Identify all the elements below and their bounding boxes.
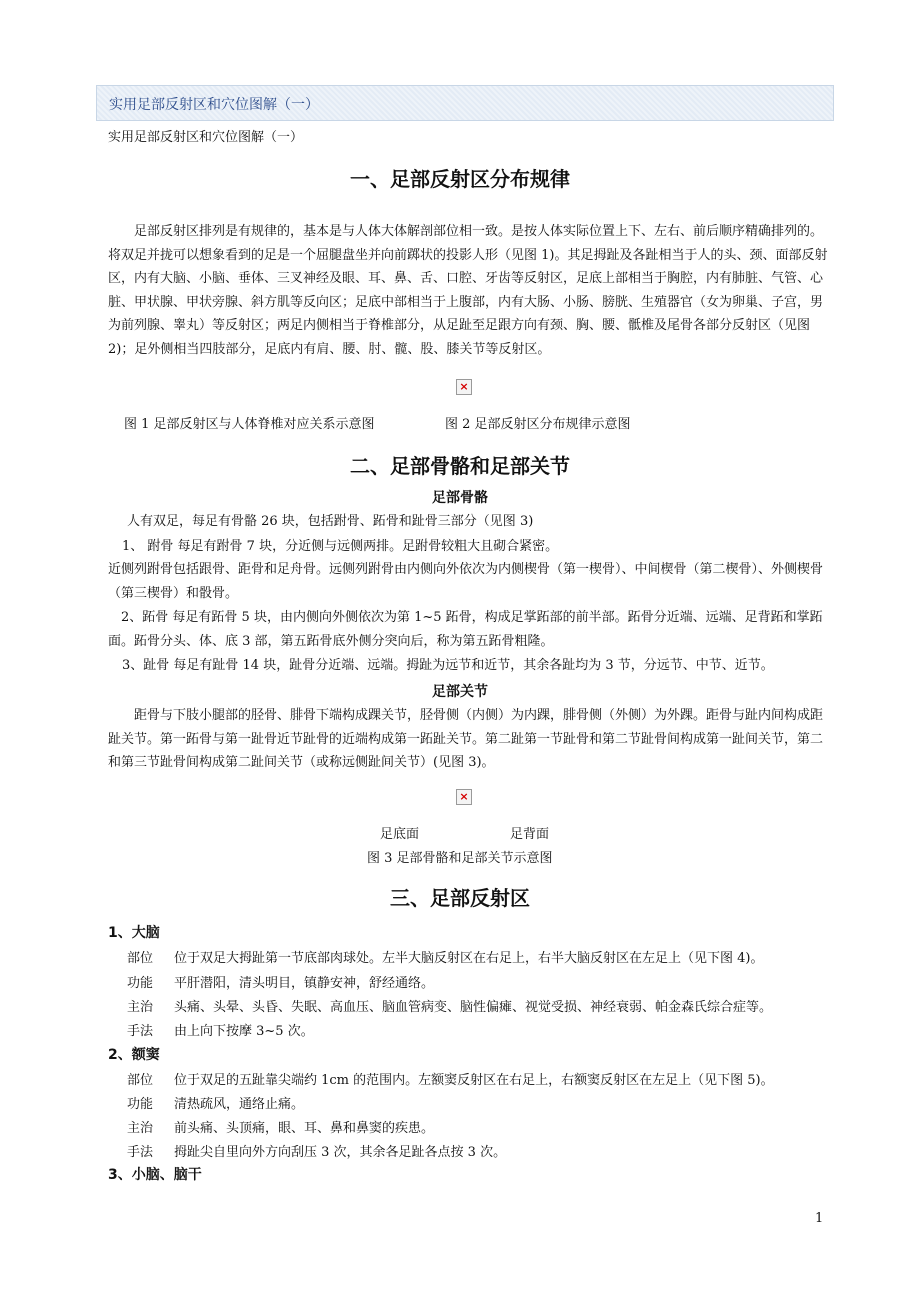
row-label: 手法 — [127, 1145, 154, 1160]
bones-subheading: 足部骨骼 — [432, 490, 488, 506]
section1-paragraph: 足部反射区排列是有规律的，基本是与人体大体解剖部位相一致。是按人体实际位置上下、左右、前后顺序精确排列的。将双足并拢可以想象看到的足是一个屈腿盘坐并向前踯状的投影人形（见图 1)。其足拇趾及各趾相当于人的头、颈、面部反射区，内有大脑、小脑、垂体、三叉神经及眼、耳、鼻、舌、口腔、牙齿等反射区，足底上部相当于胸腔，内有肺脏、气管、心脏、甲状腺、甲状旁腺、斜方肌等反向区；足底中部相当于上腹部，内有大肠、小肠、膀胱、生殖器官（女为卵巢、子宫，男为前列腺、睾丸）等反射区；两足内侧相当于脊椎部分，从足趾至足跟方向有颈、胸、腰、骶椎及尾骨各部分反射区（见图 2)；足外侧相当四肢部分，足底内有肩、腰、肘、髋、股、膝关节等反射区。 — [108, 224, 828, 357]
row-text: 前头痛、头顶痛，眼、耳、鼻和鼻窦的疾患。 — [174, 1121, 435, 1136]
broken-image-icon: × — [456, 379, 472, 395]
row-text: 位于双足的五趾靠尖端约 1cm 的范围内。左额窦反射区在右足上，右额窦反射区在左足上（见下图 5)。 — [174, 1073, 774, 1088]
figure3-caption: 图 3 足部骨骼和足部关节示意图 — [367, 851, 553, 866]
article-title-bar — [96, 85, 834, 121]
subtitle: 实用足部反射区和穴位图解（一） — [108, 130, 304, 145]
sole-label: 足底面 — [380, 827, 420, 842]
joints-subheading: 足部关节 — [432, 684, 488, 700]
item-title: 3、小脑、脑干 — [108, 1167, 202, 1183]
article-title: 实用足部反射区和穴位图解（一） — [109, 97, 319, 113]
broken-image-icon: × — [456, 789, 472, 805]
row-text: 头痛、头晕、头昏、失眠、高血压、脑血管病变、脑性偏瘫、视觉受损、神经衰弱、帕金森氏综合症等。 — [174, 1000, 773, 1015]
section3-heading: 三、足部反射区 — [390, 886, 530, 910]
page-number: 1 — [815, 1211, 824, 1226]
item-title: 1、大脑 — [108, 925, 160, 941]
row-label: 部位 — [127, 1073, 154, 1088]
bones-intro: 人有双足，每足有骨骼 26 块，包括跗骨、跖骨和趾骨三部分（见图 3) — [127, 514, 534, 529]
row-text: 清热疏风，通络止痛。 — [174, 1097, 305, 1112]
back-label: 足背面 — [510, 827, 550, 842]
row-text: 位于双足大拇趾第一节底部肉球处。左半大脑反射区在右足上，右半大脑反射区在左足上（见下图 4)。 — [174, 951, 764, 966]
row-label: 部位 — [127, 951, 154, 966]
figure1-caption: 图 1 足部反射区与人体脊椎对应关系示意图 — [124, 417, 375, 432]
joints-paragraph: 距骨与下肢小腿部的胫骨、腓骨下端构成踝关节，胫骨侧（内侧）为内踝，腓骨侧（外侧）为外踝。距骨与趾内间构成距趾关节。第一跖骨与第一趾骨近节趾骨的近端构成第一跖趾关节。第二趾第一节趾骨和第二节趾骨间构成第一趾间关节，第二和第三节趾骨间构成第二趾间关节（或称远侧趾间关节）(见图 3)。 — [108, 708, 824, 770]
tarsal-line: 1、 跗骨 每足有跗骨 7 块，分近侧与远侧两排。足跗骨较粗大且砌合紧密。 — [122, 539, 559, 554]
row-label: 功能 — [127, 976, 154, 991]
section2-heading: 二、足部骨骼和足部关节 — [350, 454, 570, 478]
metatarsal-para: 2、跖骨 每足有跖骨 5 块，由内侧向外侧依次为第 1~5 跖骨，构成足掌跖部的前半部。跖骨分近端、远端、足背跖和掌跖面。跖骨分头、体、底 3 部，第五跖骨底外侧分突向后，称为第五跖骨粗隆。 — [108, 610, 823, 649]
row-text: 平肝潜阳，清头明目，镇静安神，舒经通络。 — [174, 976, 435, 991]
row-label: 主治 — [127, 1121, 154, 1136]
item-title: 2、额窦 — [108, 1047, 160, 1063]
tarsal-detail: 近侧列跗骨包括跟骨、距骨和足舟骨。远侧列跗骨由内侧向外依次为内侧楔骨（第一楔骨）、中间楔骨（第二楔骨）、外侧楔骨（第三楔骨）和骰骨。 — [108, 562, 824, 601]
row-label: 功能 — [127, 1097, 154, 1112]
row-text: 由上向下按摩 3~5 次。 — [174, 1024, 314, 1039]
section1-heading: 一、足部反射区分布规律 — [350, 167, 570, 191]
row-label: 主治 — [127, 1000, 154, 1015]
phalanges-line: 3、趾骨 每足有趾骨 14 块，趾骨分近端、远端。拇趾为远节和近节，其余各趾均为 3 节，分远节、中节、近节。 — [122, 658, 774, 673]
figure2-caption: 图 2 足部反射区分布规律示意图 — [445, 417, 631, 432]
row-text: 拇趾尖自里向外方向刮压 3 次，其余各足趾各点按 3 次。 — [174, 1145, 507, 1160]
row-label: 手法 — [127, 1024, 154, 1039]
